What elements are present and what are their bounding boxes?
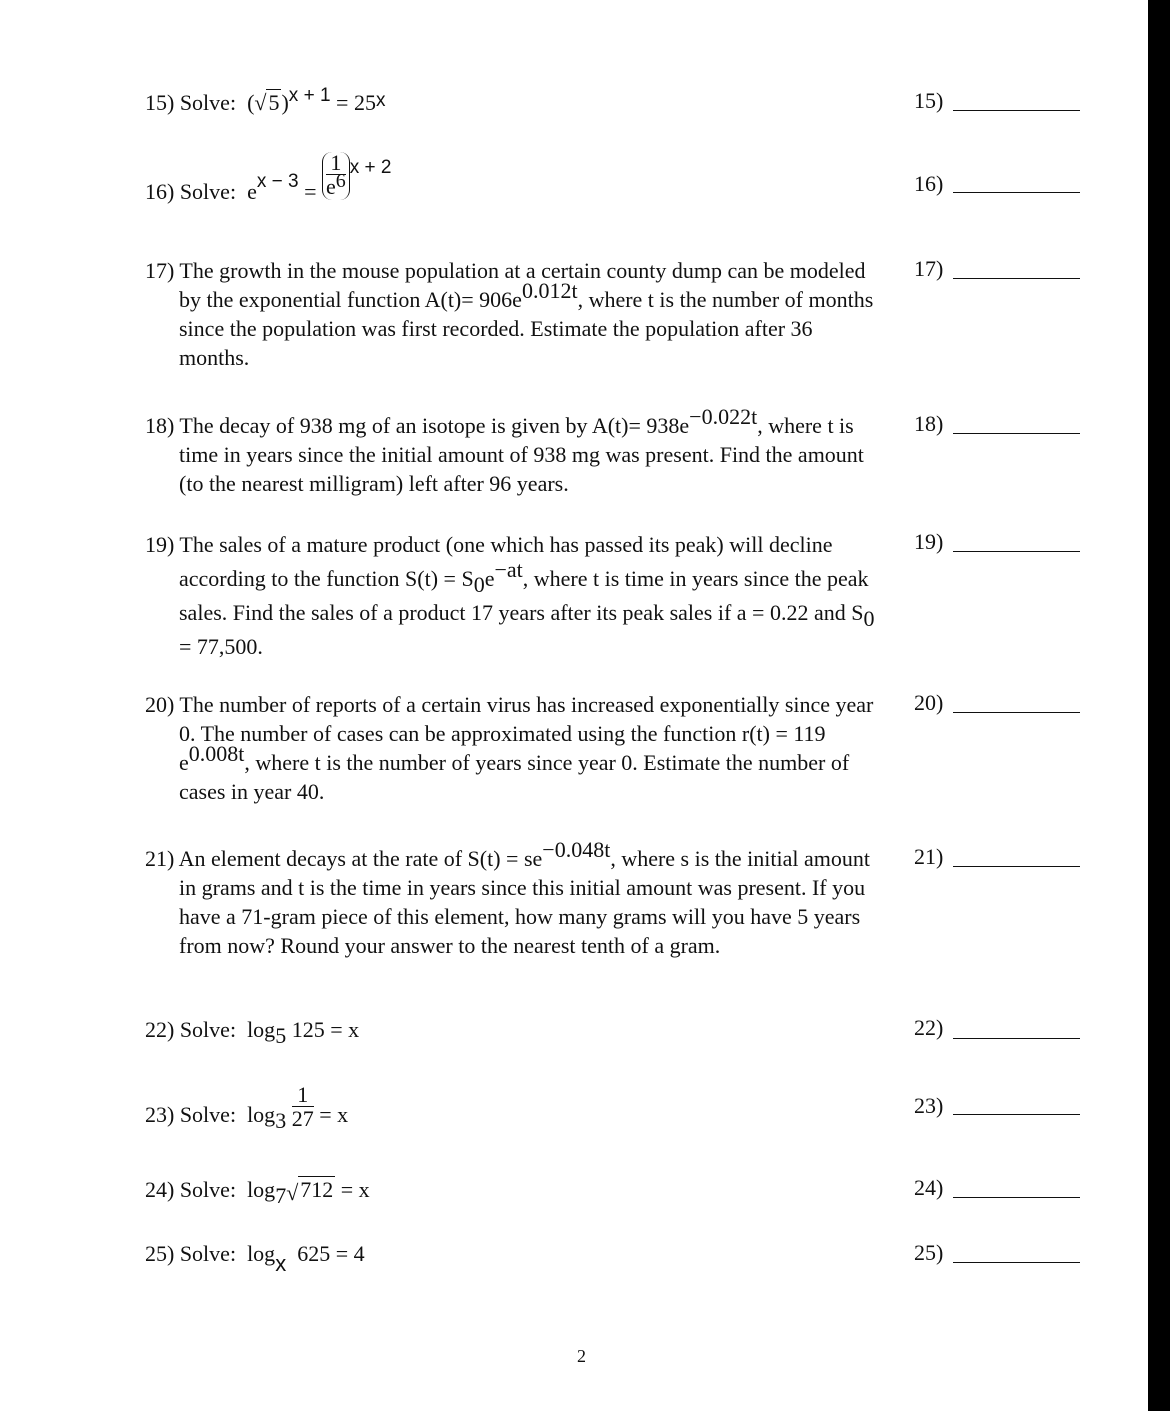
question-15: 15) Solve: (√5)x + 1 = 25x [145,85,386,115]
answer-label-15: 15) [914,88,944,113]
answer-label-18: 18) [914,411,944,436]
question-17: 17) The growth in the mouse population at a certain county dump can be modeled by the exponential function A(t)= 906e0.012t, where t is the number of months since the population was first recorded. Estimate the population after 36 months. [145,258,874,370]
answer-blank-24[interactable] [953,1197,1080,1198]
fraction-16: $\frac{1}{e6}$ [322,152,350,200]
question-25: 25) Solve: logx 625 = 4 [145,1241,365,1276]
answer-label-25: 25) [914,1240,944,1265]
answer-blank-18[interactable] [953,433,1080,434]
answer-label-17: 17) [914,256,944,281]
answer-blank-17[interactable] [953,278,1080,279]
answer-blank-25[interactable] [953,1262,1080,1263]
question-16: 16) Solve: ex − 3 = $\frac{1}{e6}$ x + 2 [145,150,392,205]
answer-blank-21[interactable] [953,866,1080,867]
answer-label-21: 21) [914,844,944,869]
question-23: 23) Solve: log3 $\frac{1}{27}$ = x [145,1082,349,1133]
answer-blank-20[interactable] [953,712,1080,713]
question-18: 18) The decay of 938 mg of an isotope is given by A(t)= 938e−0.022t, where t is time in years since the initial amount of 938 mg was present. Find the amount (to the nearest milligram) left after 96 years. [145,404,864,496]
question-20: 20) The number of reports of a certain virus has increased exponentially since year 0. The number of cases can be approximated using the function r(t) = 119 e0.008t, where t is the number of years since year 0. Estimate the number of cases in year 40. [145,692,874,804]
fraction-23: $\frac{1}{27}$ [291,1082,314,1131]
answer-blank-16[interactable] [953,192,1080,193]
question-19: 19) The sales of a mature product (one which has passed its peak) will decline according to the function S(t) = S0e−at, where t is time in years since the peak sales. Find the sales of a product 17 years after its peak sales if a = 0.22 and S0 = 77,500. [145,532,875,659]
answer-label-16: 16) [914,171,944,196]
answer-blank-22[interactable] [953,1038,1080,1039]
question-21: 21) An element decays at the rate of S(t) = se−0.048t, where s is the initial amount in grams and t is the time in years since this initial amount was present. If you have a 71-gram piece of this element, how many grams will you have 5 years from now? Round your answer to the nearest tenth of a gram. [145,837,870,958]
answer-blank-15[interactable] [953,110,1080,111]
answer-label-19: 19) [914,529,944,554]
answer-blank-19[interactable] [953,551,1080,552]
page-number: 2 [577,1346,586,1366]
answer-label-23: 23) [914,1093,944,1118]
question-22: 22) Solve: log5 125 = x [145,1017,360,1048]
answer-label-24: 24) [914,1175,944,1200]
answer-label-22: 22) [914,1015,944,1040]
answer-label-20: 20) [914,690,944,715]
question-24: 24) Solve: log7√712 = x [145,1177,370,1208]
answer-blank-23[interactable] [953,1114,1080,1115]
